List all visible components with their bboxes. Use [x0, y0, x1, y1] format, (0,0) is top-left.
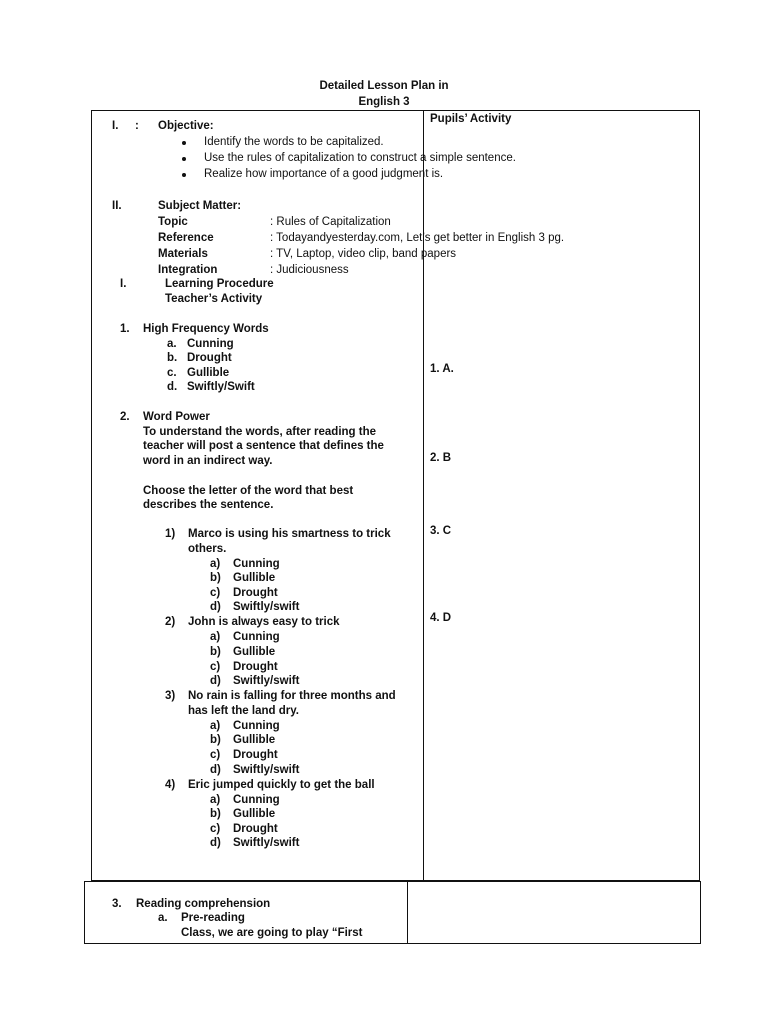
pupils-activity-header: Pupils’ Activity [430, 113, 512, 125]
subject-matter-heading: Subject Matter: [158, 200, 242, 212]
subject-label: Topic [158, 216, 188, 228]
hfw-word: Gullible [187, 367, 230, 379]
hfw-word: Cunning [187, 338, 234, 350]
option-letter: d) [210, 837, 221, 849]
section-number: II. [112, 200, 122, 212]
paragraph-line: Choose the letter of the word that best [143, 485, 354, 497]
list-letter: a. [167, 338, 177, 350]
list-letter: b. [167, 352, 178, 364]
option-text: Drought [233, 661, 278, 673]
hfw-heading: High Frequency Words [143, 323, 269, 335]
bullet-icon [182, 173, 186, 177]
question-text: others. [188, 543, 227, 555]
paragraph-line: word in an indirect way. [143, 455, 273, 467]
learning-procedure-heading: Learning Procedure [165, 278, 274, 290]
question-text: has left the land dry. [188, 705, 299, 717]
answer-item: 1. A. [430, 363, 454, 375]
paragraph-line: To understand the words, after reading the [143, 426, 377, 438]
answer-item: 2. B [430, 452, 452, 464]
option-letter: d) [210, 675, 221, 687]
pre-reading-heading: Pre-reading [181, 912, 245, 924]
option-text: Swiftly/swift [233, 837, 300, 849]
bullet-icon [182, 141, 186, 145]
option-letter: c) [210, 661, 221, 673]
reading-table [84, 881, 701, 944]
subject-label: Materials [158, 248, 208, 260]
item-number: 3. [112, 898, 122, 910]
objective-item: Realize how importance of a good judgment is. [204, 168, 444, 180]
question-text: John is always easy to trick [188, 616, 340, 628]
option-letter: b) [210, 808, 221, 820]
option-text: Cunning [233, 631, 280, 643]
option-letter: c) [210, 749, 221, 761]
reading-heading: Reading comprehension [136, 898, 271, 910]
question-text: Eric jumped quickly to get the ball [188, 779, 375, 791]
list-letter: c. [167, 367, 177, 379]
option-letter: b) [210, 646, 221, 658]
option-text: Drought [233, 587, 278, 599]
teachers-activity-heading: Teacher’s Activity [165, 293, 263, 305]
objective-heading: Objective: [158, 120, 214, 132]
objective-item: Identify the words to be capitalized. [204, 136, 384, 148]
paragraph-line: Class, we are going to play “First [181, 927, 363, 939]
question-number: 1) [165, 528, 176, 540]
option-text: Cunning [233, 794, 280, 806]
option-letter: d) [210, 764, 221, 776]
option-text: Gullible [233, 734, 276, 746]
hfw-word: Swiftly/Swift [187, 381, 255, 393]
list-letter: d. [167, 381, 178, 393]
question-text: Marco is using his smartness to trick [188, 528, 391, 540]
option-text: Drought [233, 823, 278, 835]
subject-value: : Rules of Capitalization [270, 216, 391, 228]
option-letter: d) [210, 601, 221, 613]
option-letter: a) [210, 720, 221, 732]
answer-item: 4. D [430, 612, 452, 624]
paragraph-line: teacher will post a sentence that defines the [143, 440, 384, 452]
question-number: 3) [165, 690, 176, 702]
section-number: I. [120, 278, 127, 290]
doc-title-line1: Detailed Lesson Plan in [319, 80, 449, 92]
hfw-word: Drought [187, 352, 232, 364]
option-letter: b) [210, 572, 221, 584]
subject-value: : Judiciousness [270, 264, 349, 276]
option-text: Swiftly/swift [233, 601, 300, 613]
option-letter: a) [210, 794, 221, 806]
option-letter: b) [210, 734, 221, 746]
option-letter: c) [210, 587, 221, 599]
item-number: 2. [120, 411, 130, 423]
option-text: Cunning [233, 720, 280, 732]
option-text: Swiftly/swift [233, 675, 300, 687]
subject-label: Reference [158, 232, 214, 244]
option-text: Cunning [233, 558, 280, 570]
column-divider [407, 881, 408, 944]
option-letter: a) [210, 631, 221, 643]
list-letter: a. [158, 912, 168, 924]
option-text: Drought [233, 749, 278, 761]
subject-value: : Todayandyesterday.com, Let’s get better in English 3 pg. [270, 232, 565, 244]
section-number: I. [112, 120, 119, 132]
bullet-icon [182, 157, 186, 161]
option-text: Gullible [233, 808, 276, 820]
question-number: 4) [165, 779, 176, 791]
column-divider [423, 110, 424, 881]
option-letter: c) [210, 823, 221, 835]
question-text: No rain is falling for three months and [188, 690, 396, 702]
objective-item: Use the rules of capitalization to construct a simple sentence. [204, 152, 516, 164]
item-number: 1. [120, 323, 130, 335]
section-colon: : [135, 120, 139, 132]
option-text: Gullible [233, 572, 276, 584]
option-text: Gullible [233, 646, 276, 658]
subject-value: : TV, Laptop, video clip, band papers [270, 248, 457, 260]
answer-item: 3. C [430, 525, 452, 537]
subject-label: Integration [158, 264, 218, 276]
option-letter: a) [210, 558, 221, 570]
word-power-heading: Word Power [143, 411, 210, 423]
doc-title-line2: English 3 [358, 96, 410, 108]
paragraph-line: describes the sentence. [143, 499, 274, 511]
option-text: Swiftly/swift [233, 764, 300, 776]
question-number: 2) [165, 616, 176, 628]
